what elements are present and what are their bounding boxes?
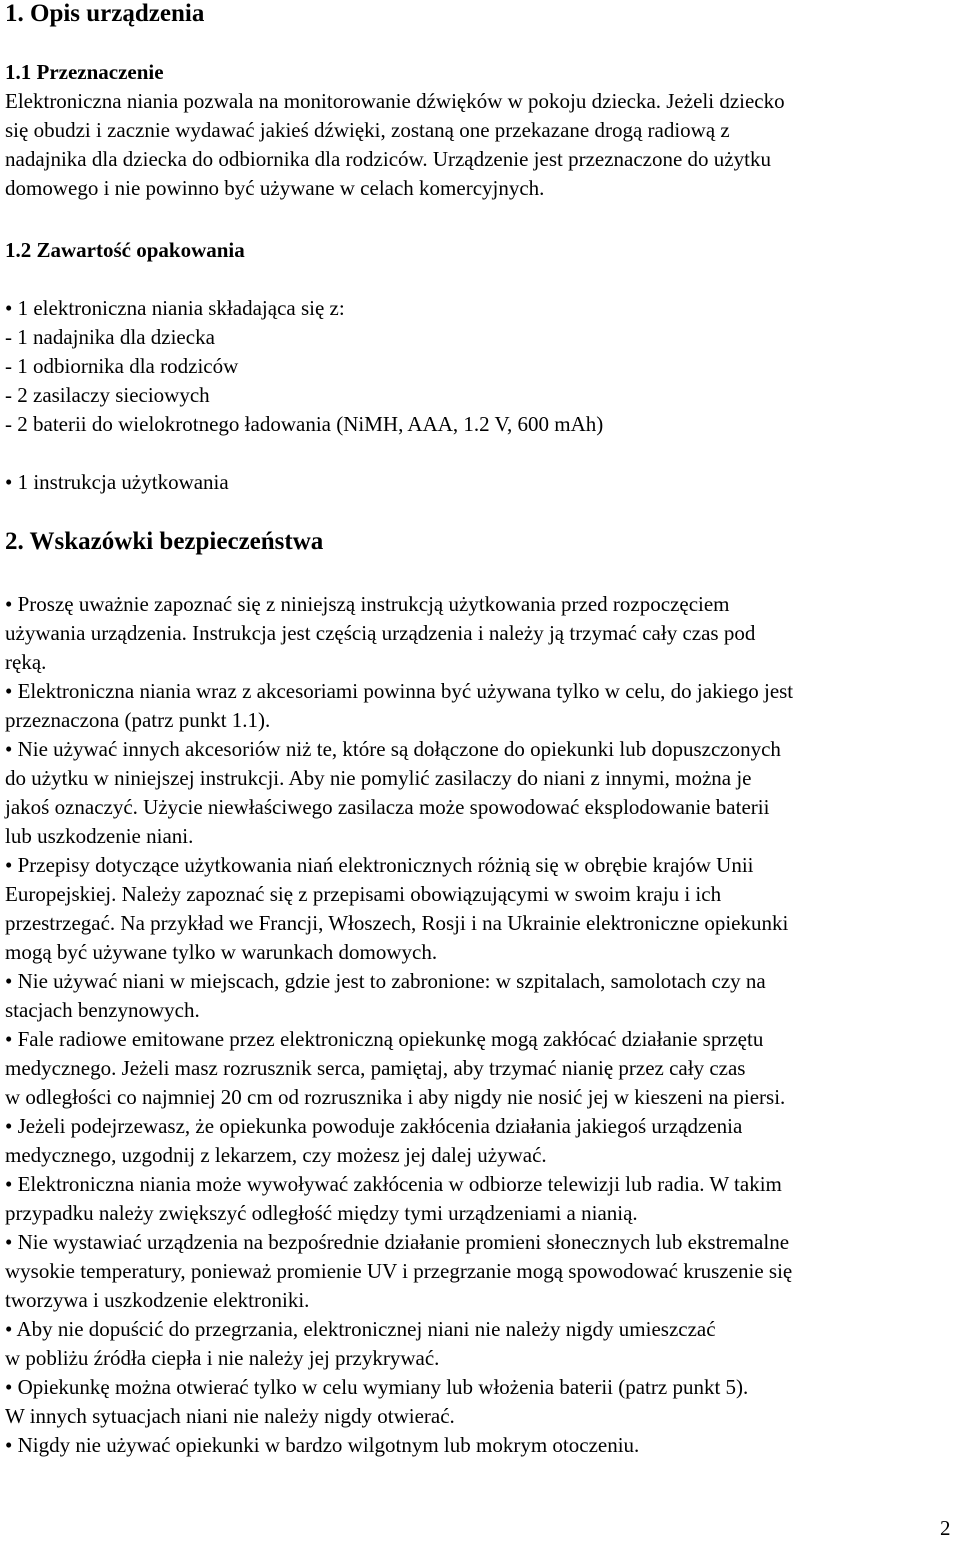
text-line: • Proszę uważnie zapoznać się z niniejszą instrukcją użytkowania przed rozpoczęciem: [5, 592, 730, 616]
text-line: używania urządzenia. Instrukcja jest częścią urządzenia i należy ją trzymać cały czas pod: [5, 621, 756, 645]
section-2-title: 2. Wskazówki bezpieczeństwa: [5, 528, 324, 555]
text-line: jakoś oznaczyć. Użycie niewłaściwego zasilacza może spowodować eksplodowanie baterii: [5, 795, 770, 819]
text-line: • Opiekunkę można otwierać tylko w celu wymiany lub włożenia baterii (patrz punkt 5).: [5, 1375, 749, 1399]
text-line: ręką.: [5, 650, 47, 674]
text-line: • Fale radiowe emitowane przez elektroniczną opiekunkę mogą zakłócać działanie sprzętu: [5, 1027, 764, 1051]
text-line: • Nie wystawiać urządzenia na bezpośrednie działanie promieni słonecznych lub ekstremalne: [5, 1230, 790, 1254]
text-line: W innych sytuacjach niani nie należy nigdy otwierać.: [5, 1404, 455, 1428]
text-line: • Nigdy nie używać opiekunki w bardzo wilgotnym lub mokrym otoczeniu.: [5, 1433, 640, 1457]
text-line: • Przepisy dotyczące użytkowania niań elektronicznych różnią się w obrębie krajów Unii: [5, 853, 754, 877]
page-number: 2: [940, 1516, 951, 1540]
text-line: przeznaczona (patrz punkt 1.1).: [5, 708, 271, 732]
text-line: wysokie temperatury, ponieważ promienie UV i przegrzanie mogą spowodować kruszenie się: [5, 1259, 793, 1283]
text-line: Europejskiej. Należy zapoznać się z przepisami obowiązującymi w swoim kraju i ich: [5, 882, 722, 906]
text-line: w pobliżu źródła ciepła i nie należy jej przykrywać.: [5, 1346, 440, 1370]
text-line: stacjach benzynowych.: [5, 998, 200, 1022]
safety-instructions: [5, 590, 793, 1460]
contents-bullet-1: • 1 elektroniczna niania składająca się z:: [5, 296, 345, 320]
list-item: - 1 odbiornika dla rodziców: [5, 354, 239, 378]
text-line: medycznego. Jeżeli masz rozrusznik serca, pamiętaj, aby trzymać nianię przez cały czas: [5, 1056, 746, 1080]
text-line: domowego i nie powinno być używane w celach komercyjnych.: [5, 176, 545, 200]
section-1-1-title: 1.1 Przeznaczenie: [5, 60, 164, 84]
text-line: medycznego, uzgodnij z lekarzem, czy możesz jej dalej używać.: [5, 1143, 547, 1167]
text-line: przestrzegać. Na przykład we Francji, Włoszech, Rosji i na Ukrainie elektroniczne opiekunki: [5, 911, 789, 935]
text-line: w odległości co najmniej 20 cm od rozrusznika i aby nigdy nie nosić jej w kieszeni na piersi.: [5, 1085, 786, 1109]
contents-list: [5, 323, 603, 439]
text-line: lub uszkodzenie niani.: [5, 824, 194, 848]
purpose-paragraph: [5, 87, 785, 203]
text-line: • Jeżeli podejrzewasz, że opiekunka powoduje zakłócenia działania jakiegoś urządzenia: [5, 1114, 743, 1138]
list-item: - 2 baterii do wielokrotnego ładowania (NiMH, AAA, 1.2 V, 600 mAh): [5, 412, 604, 436]
text-line: tworzywa i uszkodzenie elektroniki.: [5, 1288, 310, 1312]
text-line: się obudzi i zacznie wydawać jakieś dźwięki, zostaną one przekazane drogą radiową z: [5, 118, 730, 142]
text-line: Elektroniczna niania pozwala na monitorowanie dźwięków w pokoju dziecka. Jeżeli dziecko: [5, 89, 785, 113]
contents-bullet-2: • 1 instrukcja użytkowania: [5, 470, 229, 494]
text-line: • Elektroniczna niania wraz z akcesoriami powinna być używana tylko w celu, do jakiego jest: [5, 679, 794, 703]
text-line: mogą być używane tylko w warunkach domowych.: [5, 940, 438, 964]
text-line: • Nie używać innych akcesoriów niż te, które są dołączone do opiekunki lub dopuszczonych: [5, 737, 781, 761]
text-line: • Elektroniczna niania może wywoływać zakłócenia w odbiorze telewizji lub radia. W takim: [5, 1172, 782, 1196]
text-line: przypadku należy zwiększyć odległość między tymi urządzeniami a nianią.: [5, 1201, 638, 1225]
text-line: do użytku w niniejszej instrukcji. Aby nie pomylić zasilaczy do niani z innymi, można je: [5, 766, 752, 790]
text-line: • Aby nie dopuścić do przegrzania, elektronicznej niani nie należy nigdy umieszczać: [5, 1317, 716, 1341]
list-item: - 1 nadajnika dla dziecka: [5, 325, 215, 349]
section-1-title: 1. Opis urządzenia: [5, 0, 205, 27]
list-item: - 2 zasilaczy sieciowych: [5, 383, 210, 407]
section-1-2-title: 1.2 Zawartość opakowania: [5, 238, 245, 262]
text-line: • Nie używać niani w miejscach, gdzie jest to zabronione: w szpitalach, samolotach czy na: [5, 969, 766, 993]
text-line: nadajnika dla dziecka do odbiornika dla rodziców. Urządzenie jest przeznaczone do użytku: [5, 147, 771, 171]
